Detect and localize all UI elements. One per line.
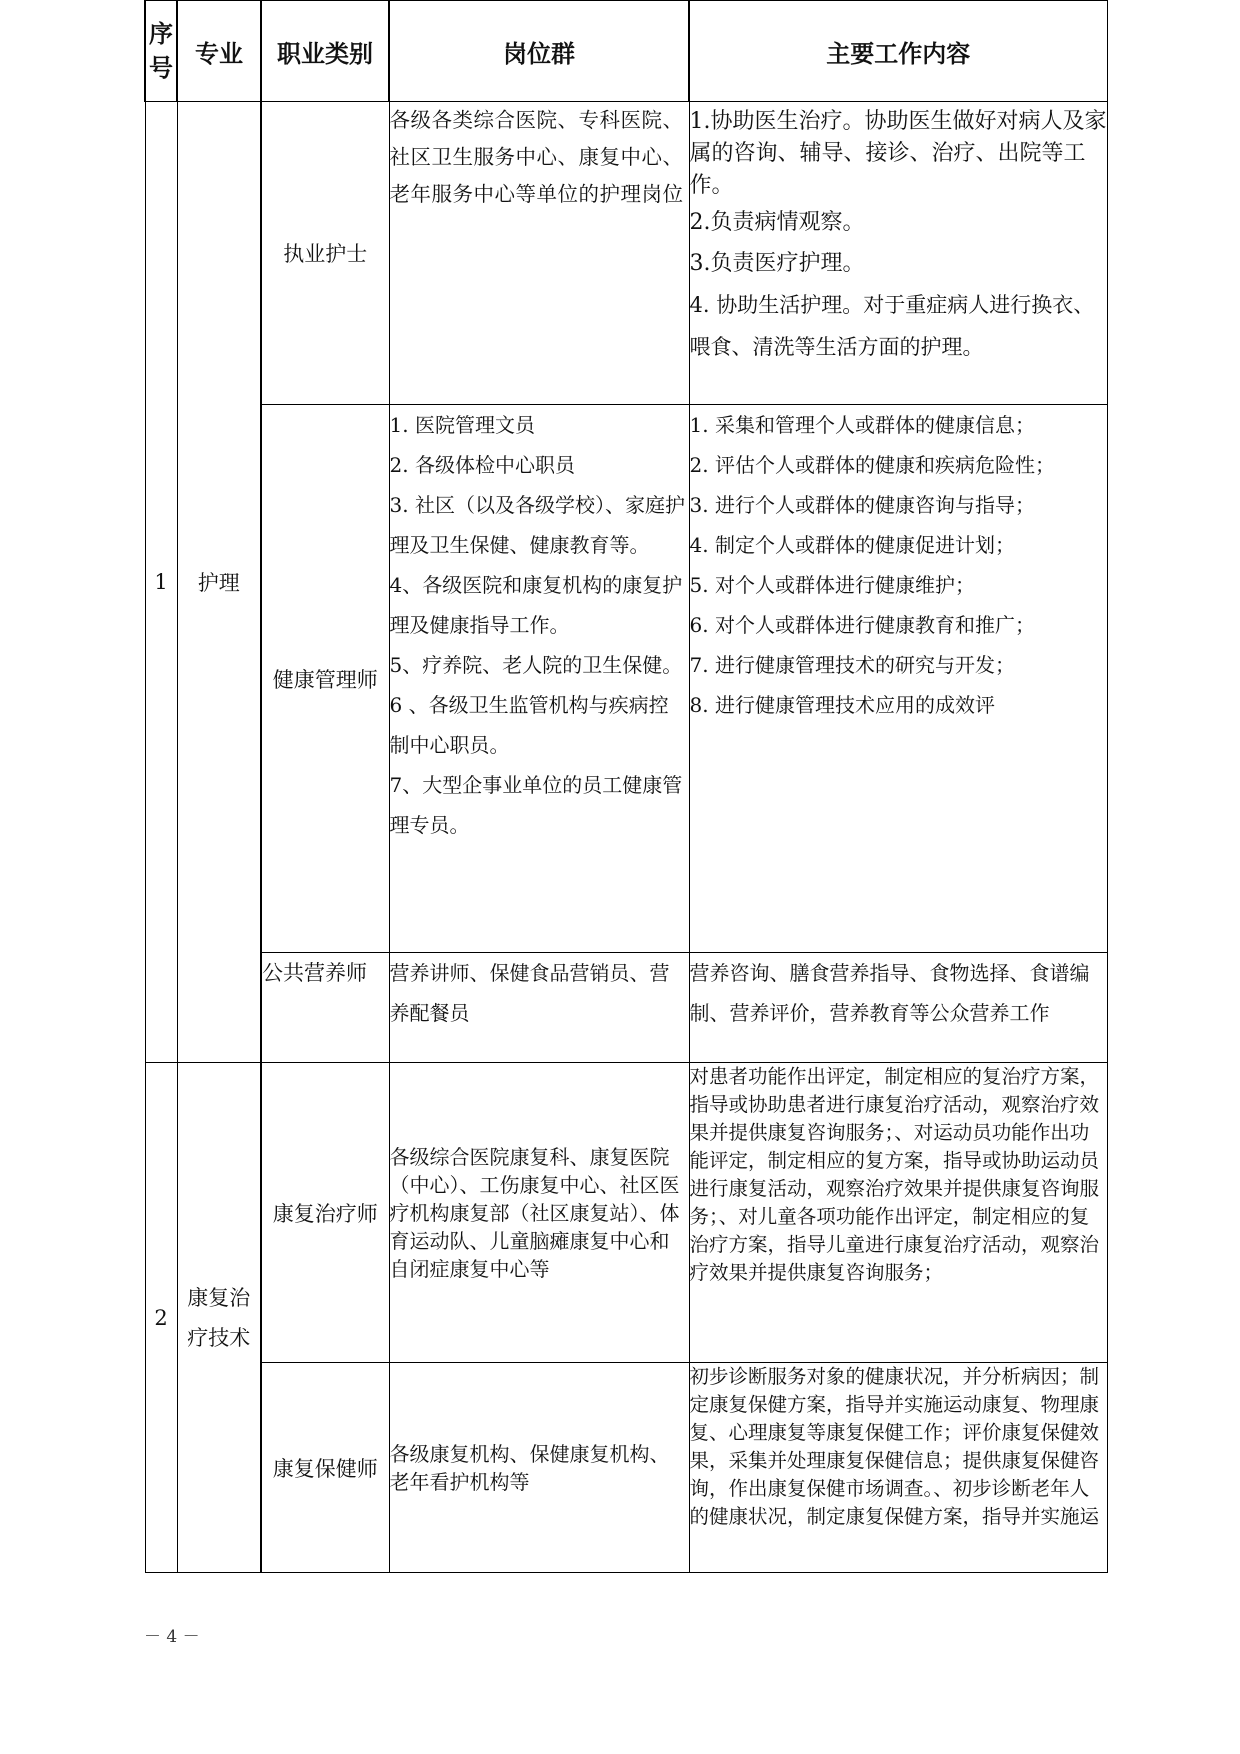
- table-row: [145, 405, 1107, 953]
- work-cell: 对患者功能作出评定，制定相应的复治疗方案，指导或协助患者进行康复治疗活动，观察治疗效果并提供康复咨询服务；、对运动员功能作出功能评定，制定相应的复方案，指导或协助运动员进行康复活动，观察治疗效果并提供康复咨询服务；、对儿童各项功能作出评定，制定相应的复治疗方案，指导儿童进行康复治疗活动，观察治疗效果并提供康复咨询服务；: [689, 1063, 1107, 1363]
- category-cell: 康复保健师: [261, 1363, 389, 1573]
- group-major: 护理: [177, 102, 261, 1063]
- table-row: [145, 1063, 1107, 1363]
- category-cell: 康复治疗师: [261, 1063, 389, 1363]
- header-positions: 岗位群: [389, 1, 689, 102]
- work-cell: 1. 采集和管理个人或群体的健康信息； 2. 评估个人或群体的健康和疾病危险性； 3. 进行个人或群体的健康咨询与指导； 4. 制定个人或群体的健康促进计划； 5. 对个人或群体进行健康维护； 6. 对个人或群体进行健康教育和推广； 7. 进行健康管理技术的研究与开发； 8. 进行健康管理技术应用的成效评: [689, 405, 1107, 953]
- category-cell: 健康管理师: [261, 405, 389, 953]
- work-cell: 营养咨询、膳食营养指导、食物选择、食谱编制、营养评价，营养教育等公众营养工作: [689, 953, 1107, 1063]
- table-header-row: [145, 1, 1107, 102]
- work-cell: 1.协助医生治疗。协助医生做好对病人及家属的咨询、辅导、接诊、治疗、出院等工作。 2.负责病情观察。 3.负责医疗护理。 4. 协助生活护理。对于重症病人进行换衣、喂食、清洗等生活方面的护理。: [689, 102, 1107, 405]
- header-seq: 序号: [145, 1, 177, 102]
- group-seq: 1: [145, 102, 177, 1063]
- header-work: 主要工作内容: [689, 1, 1107, 102]
- positions-cell: 营养讲师、保健食品营销员、营养配餐员: [389, 953, 689, 1063]
- header-category: 职业类别: [261, 1, 389, 102]
- group-major: 康复治疗技术: [177, 1063, 261, 1573]
- positions-cell: 各级康复机构、保健康复机构、老年看护机构等: [389, 1363, 689, 1573]
- category-cell: 公共营养师: [261, 953, 389, 1063]
- work-cell: 初步诊断服务对象的健康状况，并分析病因；制定康复保健方案，指导并实施运动康复、物理康复、心理康复等康复保健工作；评价康复保健效果，采集并处理康复保健信息；提供康复保健咨询，作出康复保健市场调查。、初步诊断老年人的健康状况，制定康复保健方案，指导并实施运: [689, 1363, 1107, 1573]
- group-seq: 2: [145, 1063, 177, 1573]
- page-number: － 4 －: [144, 1627, 200, 1647]
- table-row: [145, 953, 1107, 1063]
- table-row: [145, 1363, 1107, 1573]
- header-major: 专业: [177, 1, 261, 102]
- positions-cell: 1. 医院管理文员 2. 各级体检中心职员 3. 社区（以及各级学校）、家庭护理及卫生保健、健康教育等。 4、各级医院和康复机构的康复护理及健康指导工作。 5、疗养院、老人院的卫生保健。 6 、各级卫生监管机构与疾病控制中心职员。 7、大型企事业单位的员工健康管理专员。: [389, 405, 689, 953]
- category-cell: 执业护士: [261, 102, 389, 405]
- positions-cell: 各级各类综合医院、专科医院、社区卫生服务中心、康复中心、老年服务中心等单位的护理岗位: [389, 102, 689, 405]
- positions-cell: 各级综合医院康复科、康复医院（中心）、工伤康复中心、社区医疗机构康复部（社区康复站）、体育运动队、儿童脑瘫康复中心和自闭症康复中心等: [389, 1063, 689, 1363]
- occupation-table: [144, 0, 1108, 1573]
- table-row: [145, 102, 1107, 405]
